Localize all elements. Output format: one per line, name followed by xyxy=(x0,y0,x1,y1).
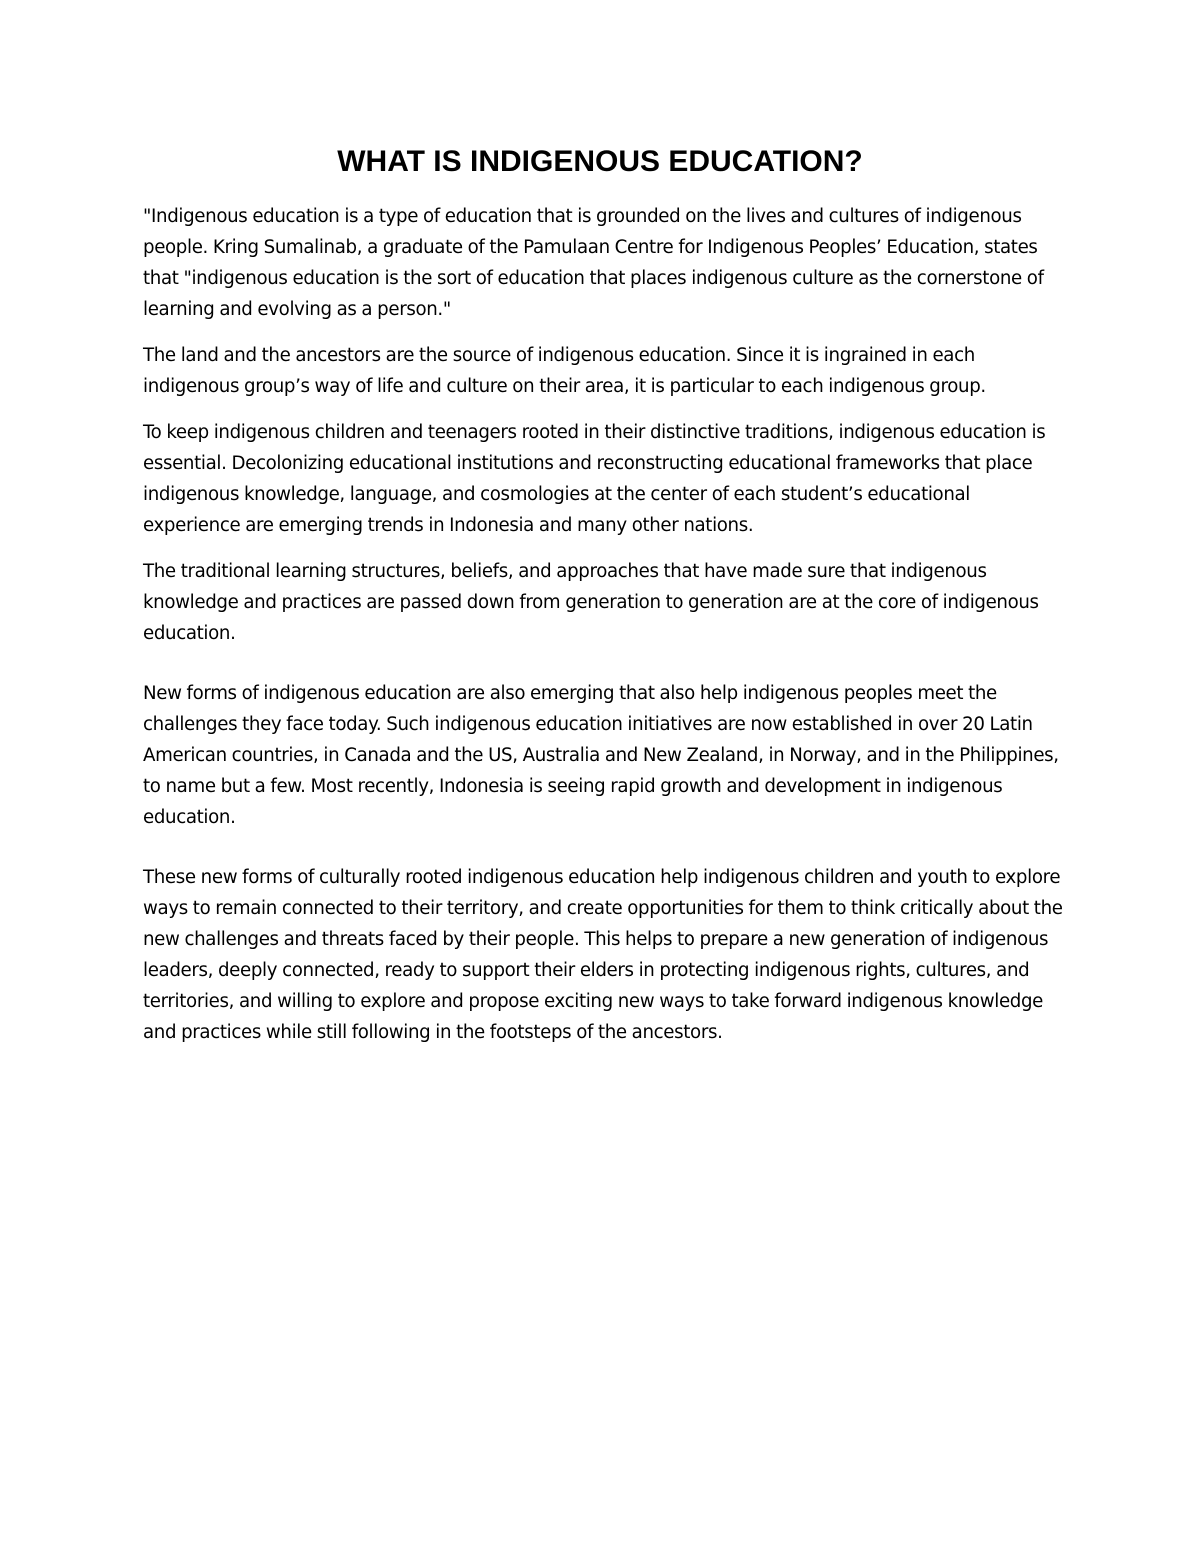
paragraph-importance: To keep indigenous children and teenagers rooted in their distinctive traditions, indigenous education is essential. Decolonizing educational institutions and reconstructing educational frameworks that place indigenous knowledge, language, and cosmologies at the center of each student’s educational experience are emerging trends in Indonesia and many other nations. xyxy=(143,422,1046,536)
paragraph-definition: "Indigenous education is a type of education that is grounded on the lives and cultures of indigenous people. Kring Sumalinab, a graduate of the Pamulaan Centre for Indigenous Peoples’ Education, states that "indigenous education is the sort of education that places indigenous culture as the cornerstone of learning and evolving as a person." xyxy=(143,206,1044,320)
document-body xyxy=(143,201,1063,1048)
paragraph-traditional-structures: The traditional learning structures, beliefs, and approaches that have made sure that indigenous knowledge and practices are passed down from generation to generation are at the core of indigenous education. xyxy=(143,561,1039,644)
paragraph-culturally-rooted: These new forms of culturally rooted indigenous education help indigenous children and youth to explore ways to remain connected to their territory, and create opportunities for them to think critically about the new challenges and threats faced by their people. This helps to prepare a new generation of indigenous leaders, deeply connected, ready to support their elders in protecting indigenous rights, cultures, and territories, and willing to explore and propose exciting new ways to take forward indigenous knowledge and practices while still following in the footsteps of the ancestors. xyxy=(143,867,1063,1043)
paragraph-new-forms: New forms of indigenous education are also emerging that also help indigenous peoples meet the challenges they face today. Such indigenous education initiatives are now established in over 20 Latin American countries, in Canada and the US, Australia and New Zealand, in Norway, and in the Philippines, to name but a few. Most recently, Indonesia is seeing rapid growth and development in indigenous education. xyxy=(143,683,1059,828)
document-title: WHAT IS INDIGENOUS EDUCATION? xyxy=(337,145,863,178)
paragraph-source: The land and the ancestors are the source of indigenous education. Since it is ingrained in each indigenous group’s way of life and culture on their area, it is particular to each indigenous group. xyxy=(143,345,986,397)
